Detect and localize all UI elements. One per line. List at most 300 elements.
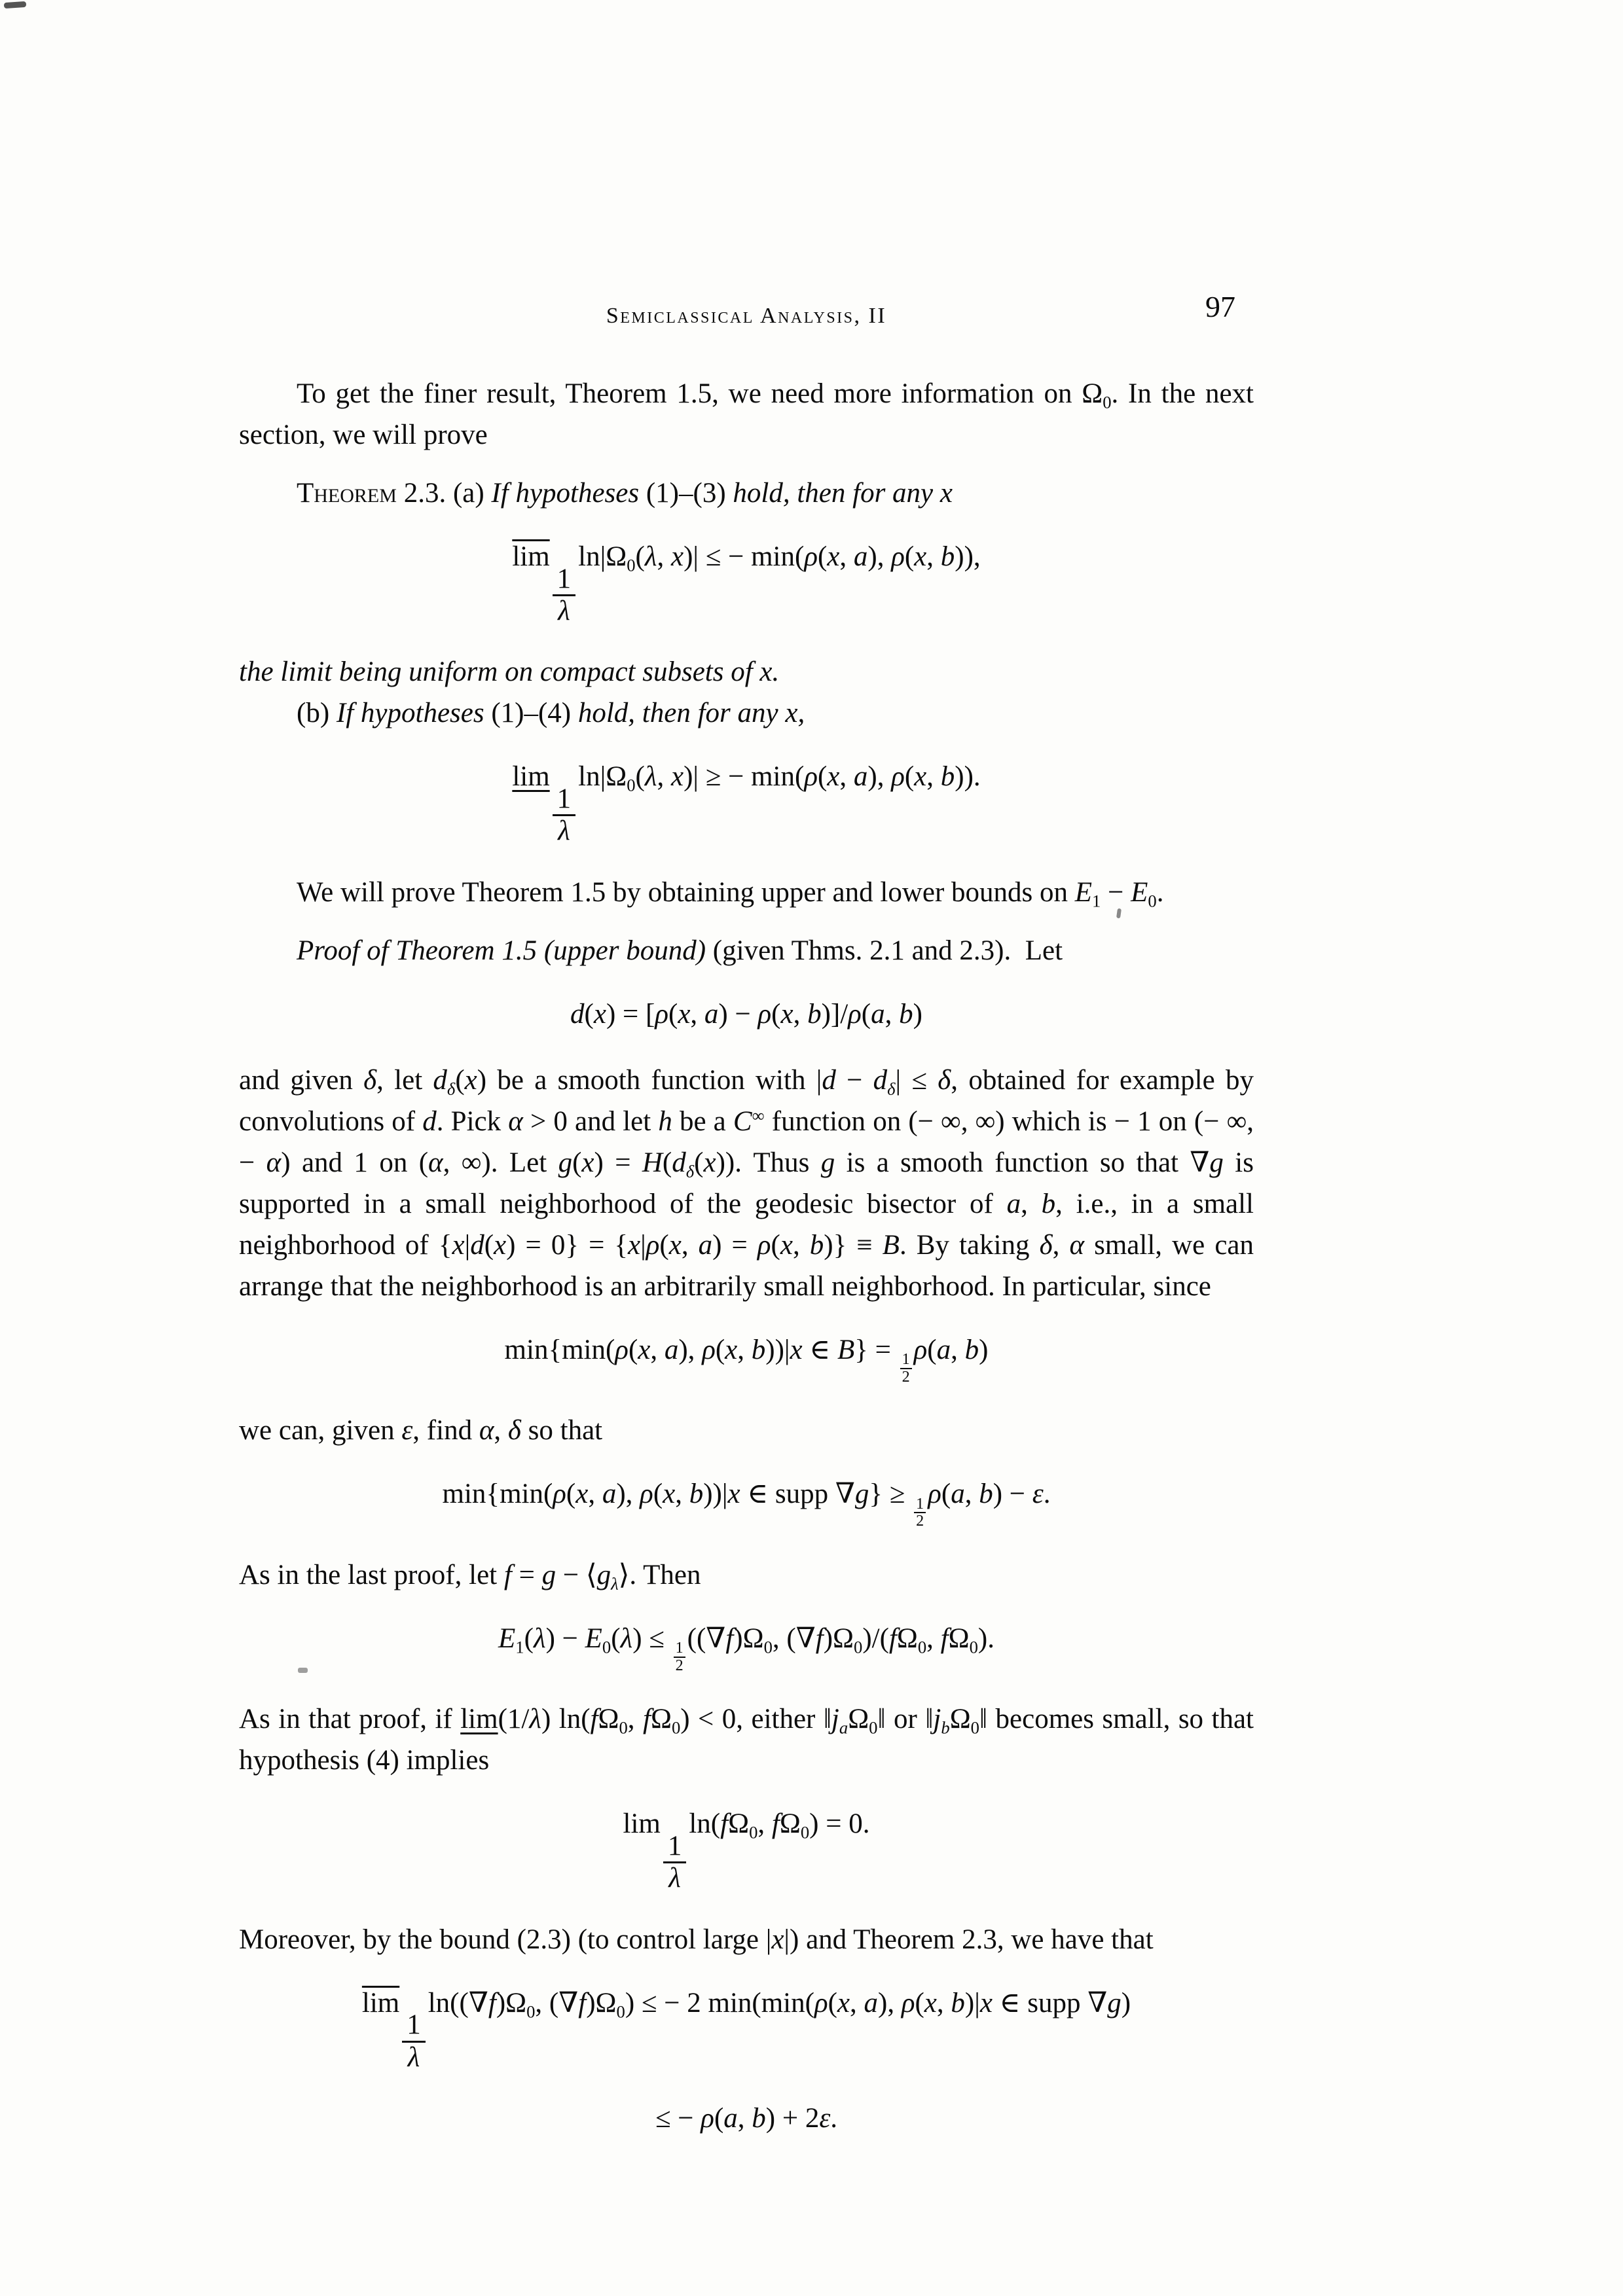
- text-run: 0: [1103, 392, 1112, 412]
- text-run: g: [820, 1147, 835, 1178]
- text-run: ρ: [655, 998, 668, 1030]
- text-run: , find: [412, 1415, 479, 1446]
- text-run: f: [643, 1704, 651, 1735]
- text-run: a: [723, 2103, 738, 2134]
- text-run: x: [581, 1147, 594, 1178]
- equation: [239, 1329, 1254, 1386]
- text-run: 0: [853, 1637, 863, 1657]
- text-run: α: [266, 1147, 282, 1178]
- text-run: , let: [376, 1064, 433, 1096]
- paragraph: [239, 373, 1254, 456]
- text-run: b: [751, 1334, 766, 1365]
- text-run: As in the last proof, let: [239, 1559, 504, 1590]
- text-run: ) + 2: [765, 2103, 820, 2134]
- text-run: 0: [619, 1717, 628, 1738]
- text-run: a: [936, 1334, 951, 1365]
- fraction: $\frac{1}{\lambda}$: [553, 784, 576, 847]
- text-run: ),: [878, 1987, 902, 2018]
- text-run: ,: [792, 1229, 810, 1261]
- text-run: ))|: [765, 1334, 790, 1365]
- text-run: f: [725, 1623, 734, 1654]
- fraction: $\frac{1}{2}$: [674, 1640, 685, 1674]
- text-run: ,: [926, 1623, 941, 1654]
- text-run: x: [924, 1987, 937, 2018]
- fraction: $\frac{1}{2}$: [914, 1496, 926, 1530]
- text-run: (: [771, 1229, 780, 1261]
- text-run: ρ: [848, 998, 862, 1030]
- text-run: a: [704, 998, 719, 1030]
- equation: [239, 1803, 1254, 1893]
- text-run: be a: [672, 1105, 733, 1137]
- text-run: Ω: [598, 1704, 619, 1735]
- text-run: (: [817, 761, 828, 793]
- text-run: a: [853, 541, 868, 572]
- text-run: f: [503, 1559, 512, 1590]
- text-run: λ: [620, 1623, 633, 1654]
- text-run: (: [714, 2103, 724, 2134]
- text-run: )| ≥ − min(: [684, 761, 805, 793]
- text-run: (: [484, 1229, 494, 1261]
- text-run: we can, given: [239, 1415, 402, 1446]
- text-run: x: [638, 1334, 651, 1365]
- text-run: |) and Theorem 2.3, we have that: [784, 1924, 1154, 1955]
- text-run: b: [1041, 1188, 1056, 1219]
- text-run: ρ: [640, 1479, 653, 1510]
- fraction: $\frac{1}{\lambda}$: [402, 2010, 426, 2073]
- text-run: x: [464, 1064, 477, 1096]
- text-run: x: [725, 1334, 738, 1365]
- text-run: ) −: [993, 1479, 1032, 1510]
- text-run: f: [488, 1987, 496, 2018]
- text-run: (1)–(3): [646, 478, 726, 509]
- text-run: . Pick: [436, 1105, 509, 1137]
- text-run: x: [780, 998, 793, 1030]
- text-run: ,: [1052, 1229, 1070, 1261]
- text-run: Theorem: [297, 478, 397, 509]
- text-run: ρ: [901, 1987, 915, 2018]
- text-run: 0: [970, 1717, 979, 1738]
- running-title: Semiclassical Analysis, II: [606, 304, 887, 328]
- text-run: α: [508, 1105, 523, 1137]
- text-run: λ: [611, 1573, 619, 1594]
- text-run: g: [1107, 1987, 1122, 2018]
- text-run: x: [575, 1479, 589, 1510]
- text-run: ρ: [646, 1229, 660, 1261]
- text-run: 2.3. (a): [396, 478, 492, 509]
- text-run: (: [653, 1479, 663, 1510]
- text-run: x: [827, 541, 840, 572]
- text-run: ) = 0.: [809, 1808, 870, 1840]
- text-run: x: [628, 1229, 641, 1261]
- text-run: ε: [401, 1415, 413, 1446]
- text-run: j: [831, 1704, 839, 1735]
- text-run: ρ: [913, 1334, 928, 1365]
- text-run: Ω: [896, 1623, 918, 1654]
- text-run: (: [584, 998, 594, 1030]
- text-run: hold, then for any x,: [571, 698, 805, 729]
- text-run: a: [839, 1717, 848, 1738]
- text-run: ⟩. Then: [618, 1559, 701, 1590]
- text-run: b: [752, 2103, 766, 2134]
- text-run: f: [940, 1623, 949, 1654]
- text-run: (: [659, 1229, 669, 1261]
- text-run: ρ: [701, 2103, 714, 2134]
- text-run: ρ: [814, 1987, 828, 2018]
- scan-artifact: [298, 1668, 308, 1673]
- text-run: (: [817, 541, 828, 572]
- text-run: . By taking: [899, 1229, 1040, 1261]
- text-run: x: [678, 998, 691, 1030]
- text-run: .: [830, 2103, 838, 2134]
- text-run: ),: [678, 1334, 702, 1365]
- text-run: x: [727, 1479, 740, 1510]
- text-run: is a smooth function so that ∇: [835, 1147, 1210, 1178]
- text-run: .: [1043, 1479, 1051, 1510]
- text-run: the limit being uniform on compact subsets of x.: [239, 656, 780, 688]
- text-run: 0: [1148, 891, 1157, 911]
- text-run: x: [703, 1147, 716, 1178]
- text-run: f: [888, 1623, 897, 1654]
- text-run: , i.e., in a small neighborhood of {: [239, 1188, 1254, 1261]
- text-run: ,: [588, 1479, 602, 1510]
- text-run: min{min(: [504, 1334, 615, 1365]
- text-run: δ: [887, 1079, 896, 1099]
- text-run: (: [828, 1987, 837, 2018]
- text-run: .: [1156, 876, 1164, 908]
- text-run: B: [882, 1229, 900, 1261]
- text-run: f: [590, 1704, 598, 1735]
- paragraph: [239, 692, 1254, 734]
- text-run: As in that proof, if: [239, 1704, 461, 1735]
- text-run: δ: [1039, 1229, 1053, 1261]
- text-run: (: [771, 998, 781, 1030]
- limsup: $\overline{lim}$: [512, 541, 550, 572]
- text-run: ) = 0} = {: [506, 1229, 629, 1261]
- text-run: ρ: [757, 998, 772, 1030]
- text-run: Ω: [848, 1704, 869, 1735]
- text-run: −: [835, 1064, 873, 1096]
- text-run: ln(: [689, 1808, 721, 1840]
- text-run: ),: [867, 541, 892, 572]
- text-run: f: [815, 1623, 824, 1654]
- paragraph: [239, 1698, 1254, 1781]
- text-run: ‖ or ‖: [877, 1704, 934, 1735]
- fraction: $\frac{1}{\lambda}$: [553, 564, 576, 627]
- text-run: x: [670, 761, 684, 793]
- text-run: j: [933, 1704, 941, 1735]
- text-run: 0: [917, 1637, 927, 1657]
- text-run: 1: [515, 1637, 524, 1657]
- fraction: $\frac{1}{\lambda}$: [663, 1831, 687, 1894]
- text-run: δ: [685, 1161, 695, 1181]
- text-run: Moreover, by the bound (2.3) (to control large |: [239, 1924, 772, 1955]
- liminf: lim: [512, 761, 550, 793]
- text-run: δ: [363, 1064, 377, 1096]
- text-run: To get the finer result, Theorem 1.5, we need more information on Ω: [297, 378, 1103, 409]
- text-run: 0: [800, 1822, 810, 1842]
- text-run: d: [672, 1147, 686, 1178]
- equation: [239, 1982, 1254, 2073]
- text-run: (1)–(4): [491, 698, 572, 729]
- text-run: 0: [616, 2001, 625, 2022]
- text-run: 0: [627, 555, 636, 575]
- text-run: λ: [529, 1704, 541, 1735]
- text-run: ρ: [757, 1229, 771, 1261]
- text-run: )]/: [821, 998, 848, 1030]
- text-run: )).: [955, 761, 981, 793]
- text-run: ,: [675, 1479, 689, 1510]
- text-run: ,: [494, 1415, 508, 1446]
- text-run: , ∞). Let: [443, 1147, 558, 1178]
- text-run: (: [915, 1987, 924, 2018]
- text-run: ,: [839, 761, 854, 793]
- text-run: ) ≤: [632, 1623, 672, 1654]
- text-run: ρ: [928, 1479, 941, 1510]
- limsup: $\overline{lim}$: [361, 1987, 400, 2018]
- text-run: )| ≤ − min(: [684, 541, 805, 572]
- text-run: (: [668, 998, 678, 1030]
- text-run: (: [635, 541, 645, 572]
- text-run: )/(: [862, 1623, 889, 1654]
- text-run: ,: [964, 1479, 979, 1510]
- text-run: (: [524, 1623, 534, 1654]
- text-run: E: [1131, 876, 1148, 908]
- text-run: function on (− ∞, ∞) which is − 1 on (− ∞, −: [239, 1105, 1254, 1178]
- text-run: (: [694, 1147, 704, 1178]
- text-run: ρ: [804, 541, 818, 572]
- text-run: d: [470, 1229, 484, 1261]
- text-run: ∞: [752, 1105, 765, 1126]
- text-run: ) < 0, either ‖: [680, 1704, 831, 1735]
- text-run: ρ: [891, 761, 905, 793]
- text-run: f: [771, 1808, 780, 1840]
- text-run: b: [807, 998, 822, 1030]
- text-run: ≤ −: [655, 2103, 701, 2134]
- text-run: ),: [867, 761, 892, 793]
- text-run: b: [940, 541, 955, 572]
- text-run: a: [698, 1229, 713, 1261]
- text-run: |: [640, 1229, 646, 1261]
- text-run: so that: [520, 1415, 603, 1446]
- text-run: Ω: [779, 1808, 801, 1840]
- text-run: ,: [757, 1808, 772, 1840]
- text-run: a: [602, 1479, 617, 1510]
- text-run: (b): [297, 698, 337, 729]
- text-run: E: [498, 1623, 516, 1654]
- paragraph: [239, 473, 1254, 514]
- text-run: (: [635, 761, 645, 793]
- text-run: )|: [964, 1987, 980, 2018]
- text-run: f: [720, 1808, 729, 1840]
- text-run: (: [927, 1334, 937, 1365]
- equation: [239, 1618, 1254, 1674]
- paragraph: [239, 1554, 1254, 1596]
- text-run: We will prove Theorem 1.5 by obtaining upper and lower bounds on: [297, 876, 1075, 908]
- equation: [239, 536, 1254, 626]
- text-run: )} ≡: [824, 1229, 883, 1261]
- text-run: ) −: [718, 998, 758, 1030]
- text-run: , obtained for example by convolutions of: [239, 1064, 1254, 1137]
- text-run: ρ: [615, 1334, 629, 1365]
- text-run: . In the next section, we will prove: [239, 378, 1254, 450]
- text-run: (: [662, 1147, 672, 1178]
- text-run: d: [570, 998, 585, 1030]
- text-run: (: [611, 1623, 621, 1654]
- text-run: λ: [644, 761, 657, 793]
- text-run: (: [941, 1479, 951, 1510]
- text-run: g: [1209, 1147, 1224, 1178]
- text-run: ,: [1021, 1188, 1042, 1219]
- text-run: ): [979, 1334, 989, 1365]
- text-run: Ω: [650, 1704, 672, 1735]
- text-run: ) be a smooth function with |: [477, 1064, 822, 1096]
- text-run: 0: [969, 1637, 978, 1657]
- text-run: ) ≤ − 2 min(min(: [625, 1987, 814, 2018]
- equation: [239, 2098, 1254, 2139]
- text-run: ,: [690, 998, 704, 1030]
- text-run: )Ω: [586, 1987, 617, 2018]
- text-run: ρ: [804, 761, 818, 793]
- text-run: ) =: [594, 1147, 642, 1178]
- text-run: a: [864, 1987, 878, 2018]
- text-run: ,: [737, 2103, 752, 2134]
- paragraph: [239, 872, 1254, 913]
- text-run: ) ln(: [541, 1704, 591, 1735]
- text-run: 0: [602, 1637, 611, 1657]
- text-run: 1: [1092, 891, 1101, 911]
- text-run: λ: [533, 1623, 546, 1654]
- text-run: 0: [526, 2001, 536, 2022]
- text-run: b: [940, 761, 955, 793]
- text-run: ε: [1032, 1479, 1044, 1510]
- text-run: (: [566, 1479, 576, 1510]
- text-run: ,: [627, 1704, 644, 1735]
- text-run: ,: [926, 541, 941, 572]
- text-run: b: [689, 1479, 704, 1510]
- text-run: min{min(: [442, 1479, 553, 1510]
- text-run: lim: [623, 1808, 661, 1840]
- text-run: ln|Ω: [578, 541, 627, 572]
- text-run: ))|: [703, 1479, 728, 1510]
- text-run: − ⟨: [556, 1559, 597, 1590]
- text-run: ,: [657, 541, 671, 572]
- text-run: ((∇: [687, 1623, 726, 1654]
- text-run: ).: [977, 1623, 994, 1654]
- text-run: Ω: [949, 1704, 971, 1735]
- text-run: (: [455, 1064, 465, 1096]
- text-run: x: [771, 1924, 784, 1955]
- paragraph: [239, 651, 1254, 692]
- text-run: x: [790, 1334, 803, 1365]
- paragraph: [239, 1919, 1254, 1960]
- text-run: ,: [850, 1987, 864, 2018]
- text-run: α: [1069, 1229, 1085, 1261]
- text-run: x: [979, 1987, 993, 2018]
- text-run: b: [951, 1987, 965, 2018]
- text-run: (given Thms. 2.1 and 2.3). Let: [706, 935, 1063, 966]
- text-run: E: [1074, 876, 1093, 908]
- text-run: b: [964, 1334, 979, 1365]
- text-run: (: [861, 998, 871, 1030]
- text-run: B: [837, 1334, 855, 1365]
- text-run: Proof of Theorem 1.5 (upper bound): [297, 935, 706, 966]
- text-run: a: [1006, 1188, 1021, 1219]
- text-run: a: [871, 998, 885, 1030]
- text-run: a: [664, 1334, 679, 1365]
- text-run: ) and 1 on (: [281, 1147, 429, 1178]
- text-run: b: [809, 1229, 824, 1261]
- text-run: , (∇: [772, 1623, 816, 1654]
- text-run: x: [668, 1229, 682, 1261]
- text-run: If hypotheses: [336, 698, 492, 729]
- text-run: a: [951, 1479, 965, 1510]
- text-run: a: [853, 761, 868, 793]
- text-run: (: [904, 761, 915, 793]
- text-run: b: [941, 1717, 950, 1738]
- text-run: −: [1101, 876, 1131, 908]
- text-run: ,: [926, 761, 941, 793]
- text-run: α: [479, 1415, 494, 1446]
- text-run: > 0 and let: [522, 1105, 659, 1137]
- text-run: 0: [869, 1717, 878, 1738]
- text-run: g: [558, 1147, 573, 1178]
- text-run: ρ: [553, 1479, 566, 1510]
- scan-artifact: [4, 1, 27, 9]
- text-run: α: [428, 1147, 443, 1178]
- text-run: 0: [627, 775, 636, 795]
- content: [239, 373, 1254, 2139]
- text-run: 0: [749, 1822, 758, 1842]
- text-run: ,: [839, 541, 854, 572]
- text-run: ): [1121, 1987, 1131, 2018]
- text-run: If hypotheses: [491, 478, 646, 509]
- text-run: x: [837, 1987, 850, 2018]
- text-run: Ω: [948, 1623, 970, 1654]
- text-run: ),: [616, 1479, 640, 1510]
- text-run: ∈: [802, 1334, 837, 1365]
- text-run: x: [914, 761, 927, 793]
- text-run: g: [541, 1559, 556, 1590]
- equation: [239, 756, 1254, 846]
- text-run: x: [593, 998, 606, 1030]
- text-run: ρ: [891, 541, 905, 572]
- text-run: d: [822, 1064, 836, 1096]
- text-run: x: [914, 541, 927, 572]
- text-run: f: [578, 1987, 587, 2018]
- text-run: g: [596, 1559, 611, 1590]
- text-run: ε: [819, 2103, 831, 2134]
- page-header: [239, 289, 1254, 340]
- text-run: )). Thus: [716, 1147, 821, 1178]
- text-run: ∈ supp ∇: [992, 1987, 1108, 2018]
- text-run: ) = [: [606, 998, 655, 1030]
- text-run: =: [511, 1559, 542, 1590]
- text-run: ) −: [545, 1623, 585, 1654]
- text-run: |: [464, 1229, 471, 1261]
- text-run: g: [854, 1479, 869, 1510]
- text-run: ,: [681, 1229, 699, 1261]
- text-run: ,: [884, 998, 900, 1030]
- text-run: ‖ becomes small, so that hypothesis (4) implies: [239, 1704, 1254, 1776]
- text-run: 0: [763, 1637, 773, 1657]
- text-run: | ≤: [895, 1064, 938, 1096]
- text-run: x: [452, 1229, 465, 1261]
- text-run: d: [422, 1105, 437, 1137]
- text-run: ∈ supp ∇: [740, 1479, 855, 1510]
- text-run: } =: [854, 1334, 898, 1365]
- text-run: and given: [239, 1064, 364, 1096]
- text-run: (: [572, 1147, 582, 1178]
